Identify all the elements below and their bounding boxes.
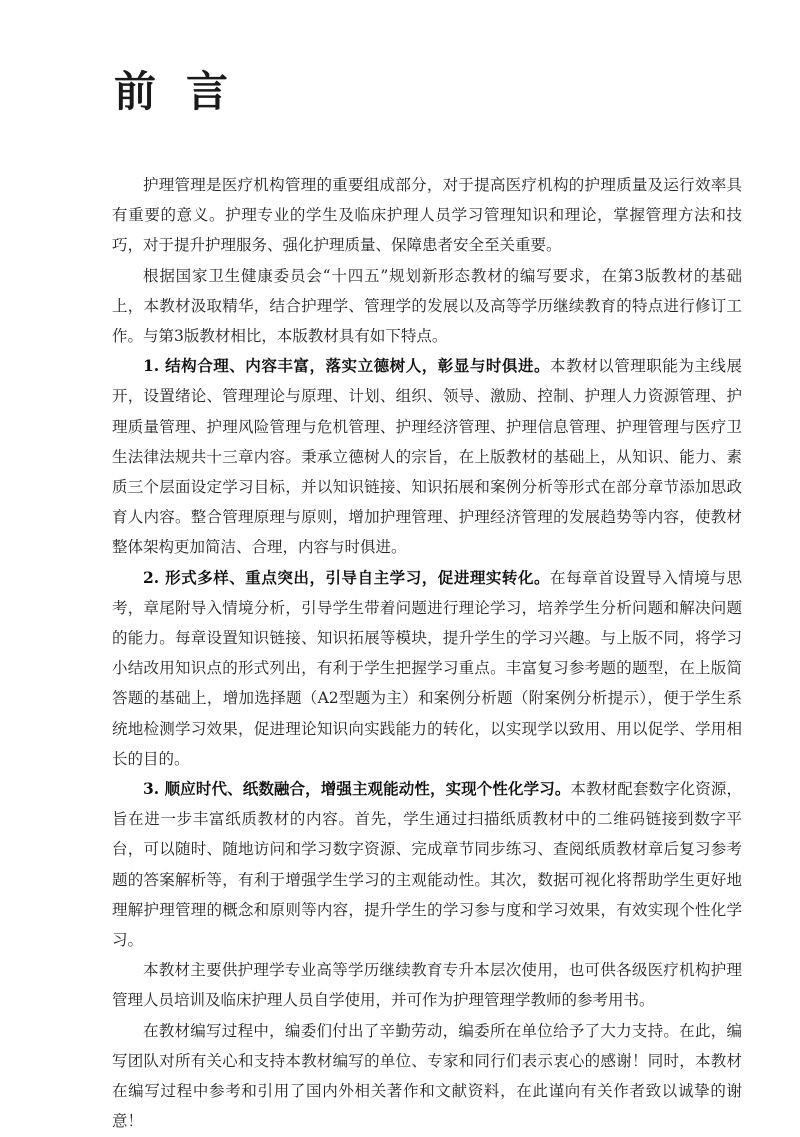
feature-heading: 1. 结构合理、内容丰富，落实立德树人，彰显与时俱进。 [143, 356, 551, 376]
paragraph-text: 本教材主要供护理学专业高等学历继续教育专升本层次使用，也可供各级医疗机构护理管理人员培训及临床护理人员自学使用，并可作为护理管理学教师的参考用书。 [112, 961, 742, 1010]
paragraph-text: 本教材配套数字化资源，旨在进一步丰富纸质教材的内容。首先，学生通过扫描纸质教材中的二维码链接到数字平台，可以随时、随地访问和学习数字资源、完成章节同步练习、查阅纸质教材章后复习参考题的答案解析等，有利于增强学生学习的主观能动性。其次，数据可视化将帮助学生更好地理解护理管理的概念和原则等内容，提升学生的学习参与度和学习效果，有效实现个性化学习。 [112, 780, 742, 950]
feature-heading: 2. 形式多样、重点突出，引导自主学习，促进理实转化。 [143, 567, 551, 587]
paragraph-text: 护理管理是医疗机构管理的重要组成部分，对于提高医疗机构的护理质量及运行效率具有重要的意义。护理专业的学生及临床护理人员学习管理知识和理论，掌握管理方法和技巧，对于提升护理服务、强化护理质量、保障患者安全至关重要。 [112, 176, 742, 255]
paragraph-text: 在教材编写过程中，编委们付出了辛勤劳动，编委所在单位给予了大力支持。在此，编写团队对所有关心和支持本教材编写的单位、专家和同行们表示衷心的感谢！同时，本教材在编写过程中参考和引用了国内外相关著作和文献资料，在此谨向有关作者致以诚挚的谢意！ [112, 1021, 742, 1131]
paragraph-feature-3 [112, 774, 742, 955]
preface-body [112, 170, 742, 1137]
paragraph-intro [112, 170, 742, 261]
paragraph-acknowledgement [112, 1016, 742, 1137]
paragraph-feature-1 [112, 351, 742, 562]
paragraph-text: 根据国家卫生健康委员会“十四五”规划新形态教材的编写要求，在第3版教材的基础上，本教材汲取精华，结合护理学、管理学的发展以及高等学历继续教育的特点进行修订工作。与第3版教材相比，本版教材具有如下特点。 [112, 266, 742, 346]
page-title: 前言 [114, 67, 259, 116]
paragraph-text: 在每章首设置导入情境与思考，章尾附导入情境分析，引导学生带着问题进行理论学习，培养学生分析问题和解决问题的能力。每章设置知识链接、知识拓展等模块，提升学生的学习兴趣。与上版不同，将学习小结改用知识点的形式列出，有利于学生把握学习重点。丰富复习参考题的题型，在上版简答题的基础上，增加选择题（A2型题为主）和案例分析题（附案例分析提示），便于学生系统地检测学习效果，促进理论知识向实践能力的转化，以实现学以致用、用以促学、学用相长的目的。 [112, 568, 742, 768]
paragraph-revision-background [112, 261, 742, 352]
paragraph-usage [112, 955, 742, 1015]
paragraph-text: 本教材以管理职能为主线展开，设置绪论、管理理论与原理、计划、组织、领导、激励、控制、护理人力资源管理、护理质量管理、护理风险管理与危机管理、护理经济管理、护理信息管理、护理管理与医疗卫生法律法规共十三章内容。秉承立德树人的宗旨，在上版教材的基础上，从知识、能力、素质三个层面设定学习目标，并以知识链接、知识拓展和案例分析等形式在部分章节添加思政育人内容。整合管理原理与原则，增加护理管理、护理经济管理的发展趋势等内容，使教材整体架构更加简洁、合理，内容与时俱进。 [112, 357, 742, 557]
feature-heading: 3. 顺应时代、纸数融合，增强主观能动性，实现个性化学习。 [143, 779, 571, 799]
paragraph-feature-2 [112, 563, 742, 774]
